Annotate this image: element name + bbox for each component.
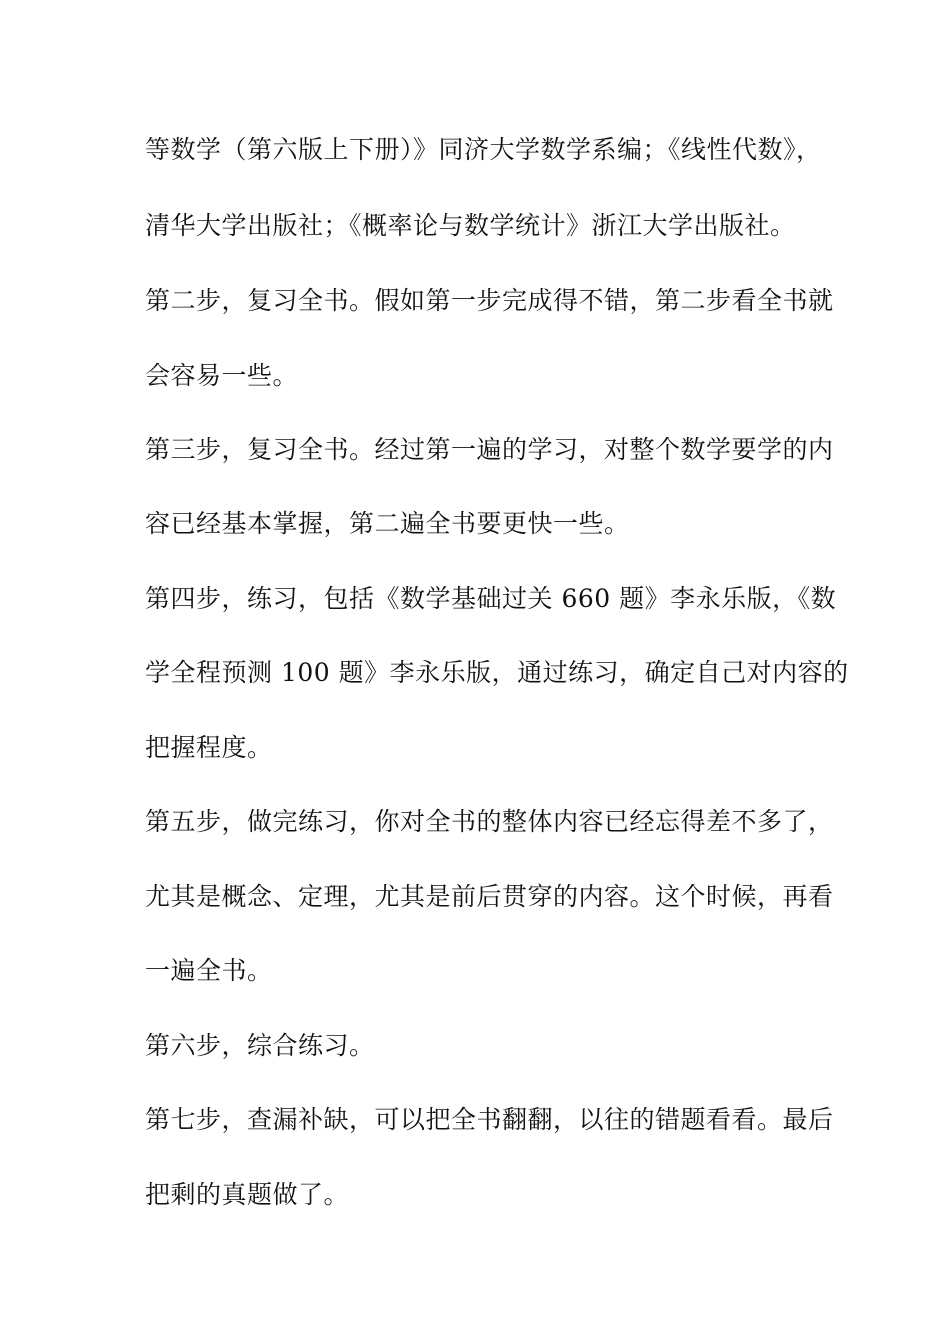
text-line: 容已经基本掌握，第二遍全书要更快一些。 — [145, 509, 630, 538]
text-line: 第二步，复习全书。假如第一步完成得不错，第二步看全书就 — [145, 286, 834, 315]
text-line: 会容易一些。 — [145, 361, 299, 390]
text-line: 一遍全书。 — [145, 956, 273, 985]
text-line: 第三步，复习全书。经过第一遍的学习，对整个数学要学的内 — [145, 435, 834, 464]
text-line: 第六步，综合练习。 — [145, 1031, 375, 1060]
text-line: 第七步，查漏补缺，可以把全书翻翻，以往的错题看看。最后 — [145, 1105, 834, 1134]
text-line: 等数学（第六版上下册）》同济大学数学系编；《线性代数》， — [145, 135, 822, 164]
text-line: 尤其是概念、定理，尤其是前后贯穿的内容。这个时候，再看 — [145, 882, 834, 911]
text-line: 把剩的真题做了。 — [145, 1180, 350, 1209]
text-line: 把握程度。 — [145, 733, 273, 762]
text-line: 学全程预测 100 题》李永乐版，通过练习，确定自己对内容的 — [145, 658, 849, 687]
text-line: 第五步，做完练习，你对全书的整体内容已经忘得差不多了， — [145, 807, 834, 836]
text-line: 清华大学出版社；《概率论与数学统计》浙江大学出版社。 — [145, 211, 796, 240]
text-line: 第四步，练习，包括《数学基础过关 660 题》李永乐版，《数 — [145, 584, 837, 613]
